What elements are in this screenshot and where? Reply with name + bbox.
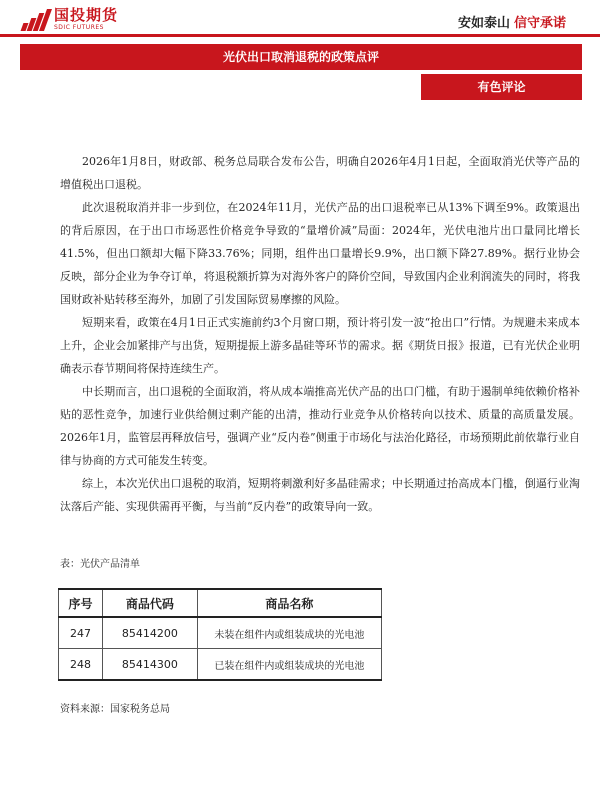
page-header bbox=[0, 0, 600, 40]
paragraph: 此次退税取消并非一步到位，在2024年11月，光伏产品的出口退税率已从13%下调至9%。政策退出的背后原因，在于出口市场恶性价格竞争导致的“量增价减”局面：2024年，光伏电池片出口量同比增长41.5%，但出口额却大幅下降33.76%；同期，组件出口量增长9.9%，出口额下降27.89%。据行业协会反映，部分企业为争夺订单，将退税额折算为对海外客户的降价空间，导致国内企业利润流失的同时，将我国财政补贴转移至海外，加剧了引发国际贸易摩擦的风险。 bbox=[60, 201, 580, 306]
column-header-code: 商品代码 bbox=[102, 589, 197, 617]
slogan-part-2: 信守承诺 bbox=[513, 16, 566, 31]
column-header-name: 商品名称 bbox=[197, 589, 381, 617]
section-tag: 有色评论 bbox=[421, 74, 582, 100]
slogan-part-1: 安如泰山 bbox=[457, 16, 510, 31]
data-source: 资料来源：国家税务总局 bbox=[60, 704, 170, 715]
paragraph: 中长期而言，出口退税的全面取消，将从成本端推高光伏产品的出口门槛，有助于遏制单纯依赖价格补贴的恶性竞争，加速行业供给侧过剩产能的出清，推动行业竞争从价格转向以技术、质量的高质量发展。2026年1月，监管层再释放信号，强调产业“反内卷”侧重于市场化与法治化路径，市场预期此前依靠行业自律与协商的方式可能发生转变。 bbox=[60, 385, 580, 467]
cell-name: 已装在组件内或组装成块的光电池 bbox=[197, 649, 381, 681]
product-table bbox=[58, 588, 382, 681]
cell-code: 85414300 bbox=[102, 649, 197, 681]
table-header-row bbox=[59, 589, 382, 617]
logo-chinese-name: 国投期货 bbox=[54, 6, 119, 24]
slogan bbox=[458, 12, 566, 31]
paragraph: 综上，本次光伏出口退税的取消，短期将刺激利好多晶硅需求；中长期通过抬高成本门槛，倒逼行业淘汰落后产能、实现供需再平衡，与当前“反内卷”的政策导向一致。 bbox=[60, 477, 580, 513]
cell-index: 248 bbox=[59, 649, 103, 681]
cell-code: 85414200 bbox=[102, 617, 197, 649]
column-header-index: 序号 bbox=[59, 589, 103, 617]
report-title: 光伏出口取消退税的政策点评 bbox=[20, 44, 582, 70]
table-row bbox=[59, 649, 382, 681]
cell-index: 247 bbox=[59, 617, 103, 649]
cell-name: 未装在组件内或组装成块的光电池 bbox=[197, 617, 381, 649]
header-divider bbox=[0, 34, 600, 37]
article-body bbox=[60, 150, 580, 518]
logo-english-name: SDIC FUTURES bbox=[54, 24, 104, 31]
paragraph: 2026年1月8日，财政部、税务总局联合发布公告，明确自2026年4月1日起，全面取消光伏等产品的增值税出口退税。 bbox=[60, 155, 580, 191]
table-caption: 表：光伏产品清单 bbox=[60, 559, 140, 570]
paragraph: 短期来看，政策在4月1日正式实施前约3个月窗口期，预计将引发一波“抢出口”行情。为规避未来成本上升，企业会加紧排产与出货，短期提振上游多晶硅等环节的需求。据《期货日报》报道，已有光伏企业明确表示春节期间将保持连续生产。 bbox=[60, 316, 580, 375]
sdic-futures-logo bbox=[20, 8, 118, 31]
table-row bbox=[59, 617, 382, 649]
logo-stripes-icon bbox=[20, 9, 48, 31]
